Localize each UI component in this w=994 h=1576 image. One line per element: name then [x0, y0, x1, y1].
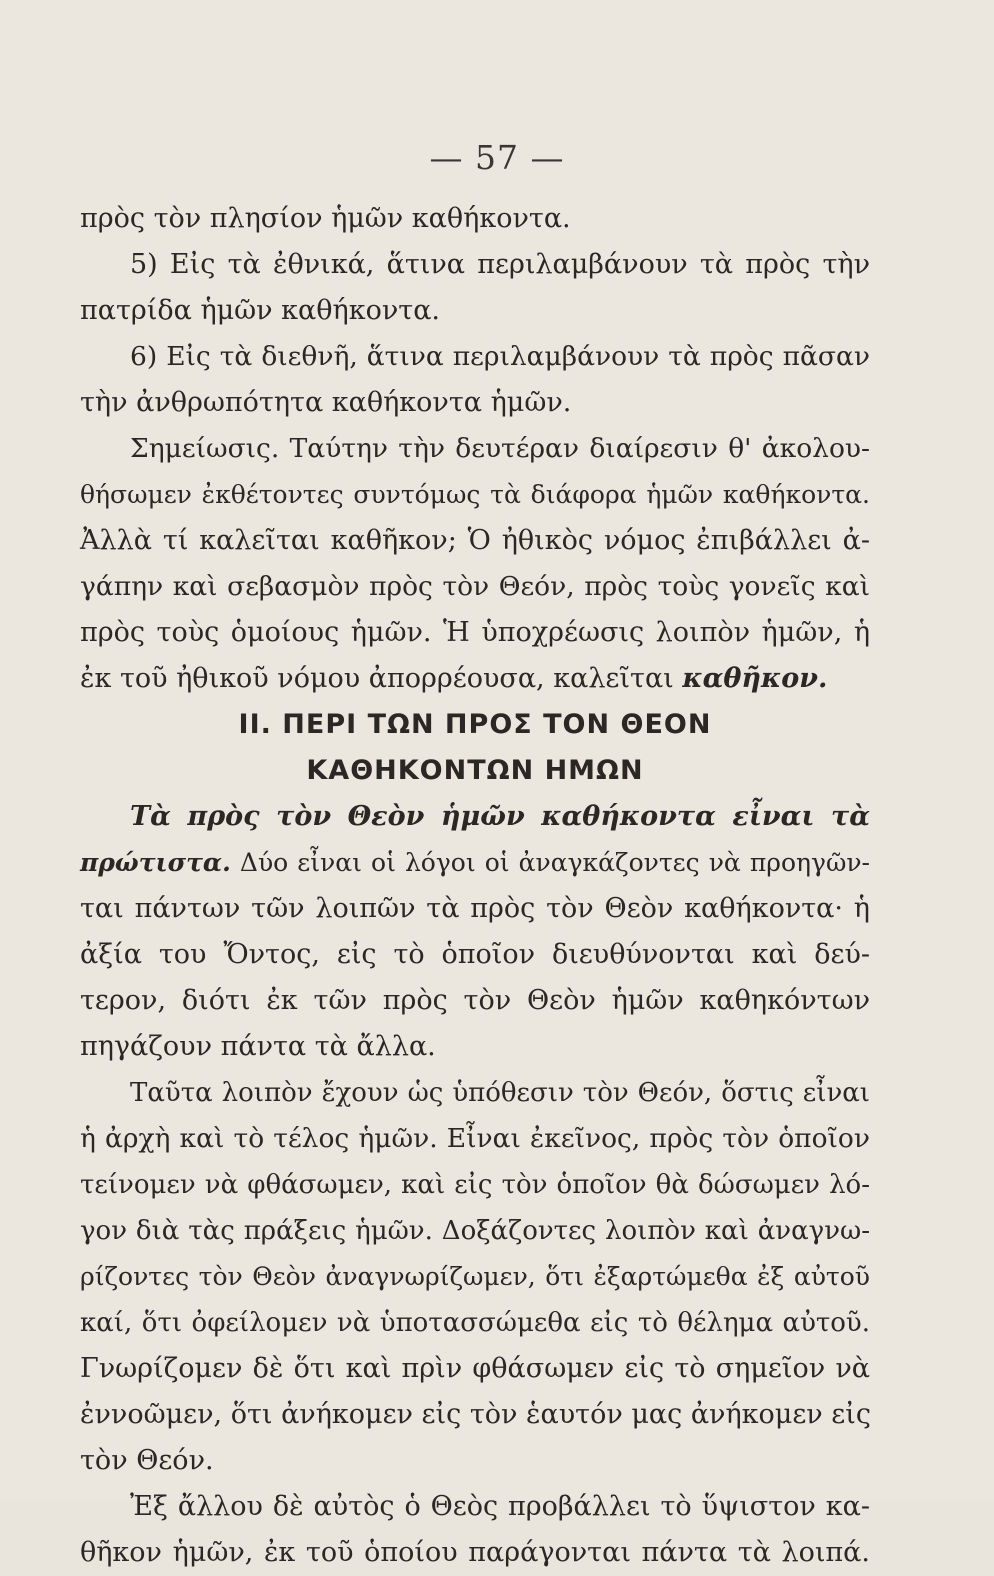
- text-line: τὸν Θεόν.: [80, 1445, 214, 1476]
- text-line: [80, 840, 870, 886]
- text-line: τερον, διότι ἐκ τῶν πρὸς τὸν Θεὸν ἡμῶν καθηκόντων: [80, 985, 870, 1016]
- text-line: Γνωρίζομεν δὲ ὅτι καὶ πρὶν φθάσωμεν εἰς τὸ σημεῖον νὰ: [80, 1353, 870, 1384]
- text-line: τὴν ἀνθρωπότητα καθήκοντα ἡμῶν.: [80, 387, 572, 418]
- emphasized-line: Τὰ πρὸς τὸν Θεὸν ἡμῶν καθήκοντα εἶναι τὰ: [130, 801, 870, 832]
- text-line: ρίζοντες τὸν Θεὸν ἀναγνωρίζωμεν, ὅτι ἐξαρτώμεθα ἐξ αὐτοῦ: [80, 1262, 870, 1291]
- text-line: θῆκον ἡμῶν, ἐκ τοῦ ὁποίου παράγονται πάντα τὰ λοιπά.: [80, 1537, 870, 1568]
- text-line: ἀξία του Ὄντος, εἰς τὸ ὁποῖον διευθύνονται καὶ δεύ-: [80, 939, 870, 970]
- text-line: Σημείωσις. Ταύτην τὴν δευτέραν διαίρεσιν θ' ἀκολου-: [130, 433, 870, 464]
- text-line: καί, ὅτι ὀφείλομεν νὰ ὑποτασσώμεθα εἰς τὸ θέλημα αὐτοῦ.: [80, 1308, 870, 1338]
- text-run: ἐκ τοῦ ἠθικοῦ νόμου ἀπορρέουσα, καλεῖται: [80, 663, 674, 694]
- text-line: Ἀλλὰ τί καλεῖται καθῆκον; Ὁ ἠθικὸς νόμος ἐπιβάλλει ἀ-: [80, 525, 870, 556]
- text-line: τείνομεν νὰ φθάσωμεν, καὶ εἰς τὸν ὁποῖον θὰ δώσωμεν λό-: [80, 1170, 870, 1200]
- text-line: ται πάντων τῶν λοιπῶν τὰ πρὸς τὸν Θεὸν καθήκοντα· ἡ: [80, 893, 870, 924]
- text-line: πατρίδα ἡμῶν καθήκοντα.: [80, 295, 441, 326]
- section-heading-continued: ΚΑΘΗΚΟΝΤΩΝ ΗΜΩΝ: [306, 755, 644, 786]
- text-line: Ἐξ ἄλλου δὲ αὐτὸς ὁ Θεὸς προβάλλει τὸ ὕψιστον κα-: [130, 1491, 870, 1522]
- text-line: γον διὰ τὰς πράξεις ἡμῶν. Δοξάζοντες λοιπὸν καὶ ἀναγνω-: [80, 1216, 870, 1246]
- text-run: Δύο εἶναι οἱ λόγοι οἱ ἀναγκάζοντες νὰ προηγῶν-: [239, 848, 870, 877]
- text-line: πηγάζουν πάντα τὰ ἄλλα.: [80, 1031, 436, 1062]
- text-line: γάπην καὶ σεβασμὸν πρὸς τὸν Θεόν, πρὸς τοὺς γονεῖς καὶ: [80, 571, 870, 602]
- emphasized-word: πρώτιστα.: [80, 848, 231, 877]
- text-line: θήσωμεν ἐκθέτοντες συντόμως τὰ διάφορα ἡμῶν καθήκοντα.: [80, 480, 870, 509]
- text-line: ἐννοῶμεν, ὅτι ἀνήκομεν εἰς τὸν ἑαυτόν μας ἀνήκομεν εἰς: [80, 1399, 872, 1430]
- text-line: πρὸς τοὺς ὁμοίους ἡμῶν. Ἡ ὑποχρέωσις λοιπὸν ἡμῶν, ἡ: [80, 617, 870, 648]
- text-line: ἡ ἀρχὴ καὶ τὸ τέλος ἡμῶν. Εἶναι ἐκεῖνος, πρὸς τὸν ὁποῖον: [80, 1123, 870, 1154]
- text-line: Ταῦτα λοιπὸν ἔχουν ὡς ὑπόθεσιν τὸν Θεόν, ὅστις εἶναι: [130, 1078, 870, 1108]
- term-kathekon: καθῆκον.: [682, 663, 828, 694]
- page-body: [80, 196, 870, 1576]
- text-line: πρὸς τὸν πλησίον ἡμῶν καθήκοντα.: [80, 203, 571, 234]
- section-heading: II. ΠΕΡΙ ΤΩΝ ΠΡΟΣ ΤΟΝ ΘΕΟΝ: [238, 709, 712, 740]
- text-line: [80, 656, 870, 702]
- text-line: 6) Εἰς τὰ διεθνῆ, ἅτινα περιλαμβάνουν τὰ πρὸς πᾶσαν: [130, 341, 870, 372]
- page-number: — 57 —: [429, 138, 565, 177]
- text-line: 5) Εἰς τὰ ἐθνικά, ἅτινα περιλαμβάνουν τὰ πρὸς τὴν: [130, 249, 870, 280]
